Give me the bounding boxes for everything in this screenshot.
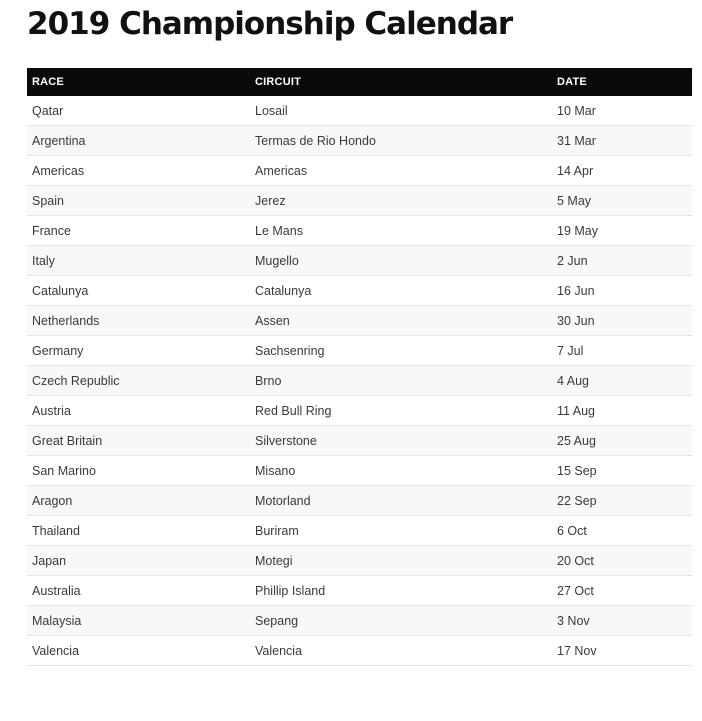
column-header-race: RACE <box>27 68 250 96</box>
race-cell: San Marino <box>27 456 250 486</box>
table-row <box>27 306 692 336</box>
race-cell: Catalunya <box>27 276 250 306</box>
circuit-cell: Valencia <box>250 636 552 666</box>
circuit-cell: Le Mans <box>250 216 552 246</box>
circuit-cell: Red Bull Ring <box>250 396 552 426</box>
date-cell: 3 Nov <box>552 606 692 636</box>
date-cell: 7 Jul <box>552 336 692 366</box>
table-row <box>27 516 692 546</box>
race-cell: Argentina <box>27 126 250 156</box>
date-cell: 17 Nov <box>552 636 692 666</box>
date-cell: 4 Aug <box>552 366 692 396</box>
date-cell: 6 Oct <box>552 516 692 546</box>
date-cell: 11 Aug <box>552 396 692 426</box>
table-row <box>27 246 692 276</box>
table-row <box>27 426 692 456</box>
circuit-cell: Losail <box>250 96 552 126</box>
date-cell: 2 Jun <box>552 246 692 276</box>
circuit-cell: Mugello <box>250 246 552 276</box>
date-cell: 20 Oct <box>552 546 692 576</box>
date-cell: 5 May <box>552 186 692 216</box>
race-cell: Aragon <box>27 486 250 516</box>
column-header-circuit: CIRCUIT <box>250 68 552 96</box>
header-row <box>27 68 692 96</box>
circuit-cell: Silverstone <box>250 426 552 456</box>
circuit-cell: Phillip Island <box>250 576 552 606</box>
circuit-cell: Misano <box>250 456 552 486</box>
date-cell: 22 Sep <box>552 486 692 516</box>
race-cell: Czech Republic <box>27 366 250 396</box>
race-cell: Qatar <box>27 96 250 126</box>
table-row <box>27 276 692 306</box>
circuit-cell: Catalunya <box>250 276 552 306</box>
table-row <box>27 126 692 156</box>
circuit-cell: Assen <box>250 306 552 336</box>
table-row <box>27 96 692 126</box>
race-cell: Spain <box>27 186 250 216</box>
race-cell: Thailand <box>27 516 250 546</box>
circuit-cell: Jerez <box>250 186 552 216</box>
date-cell: 31 Mar <box>552 126 692 156</box>
date-cell: 27 Oct <box>552 576 692 606</box>
table-row <box>27 576 692 606</box>
circuit-cell: Motorland <box>250 486 552 516</box>
race-cell: Austria <box>27 396 250 426</box>
circuit-cell: Motegi <box>250 546 552 576</box>
table-row <box>27 546 692 576</box>
table-row <box>27 456 692 486</box>
date-cell: 25 Aug <box>552 426 692 456</box>
date-cell: 30 Jun <box>552 306 692 336</box>
table-row <box>27 636 692 666</box>
calendar-table <box>27 68 692 666</box>
table-row <box>27 486 692 516</box>
date-cell: 15 Sep <box>552 456 692 486</box>
race-cell: Great Britain <box>27 426 250 456</box>
race-cell: Australia <box>27 576 250 606</box>
table-row <box>27 396 692 426</box>
circuit-cell: Buriram <box>250 516 552 546</box>
race-cell: France <box>27 216 250 246</box>
circuit-cell: Sepang <box>250 606 552 636</box>
date-cell: 14 Apr <box>552 156 692 186</box>
circuit-cell: Americas <box>250 156 552 186</box>
table-row <box>27 336 692 366</box>
race-cell: Valencia <box>27 636 250 666</box>
race-cell: Germany <box>27 336 250 366</box>
date-cell: 19 May <box>552 216 692 246</box>
table-header <box>27 68 692 96</box>
table-row <box>27 156 692 186</box>
table-body <box>27 96 692 666</box>
table-row <box>27 186 692 216</box>
column-header-date: DATE <box>552 68 692 96</box>
circuit-cell: Termas de Rio Hondo <box>250 126 552 156</box>
table-row <box>27 606 692 636</box>
table-row <box>27 216 692 246</box>
race-cell: Japan <box>27 546 250 576</box>
race-cell: Americas <box>27 156 250 186</box>
circuit-cell: Sachsenring <box>250 336 552 366</box>
table-row <box>27 366 692 396</box>
page-title: 2019 Championship Calendar <box>27 6 513 42</box>
date-cell: 16 Jun <box>552 276 692 306</box>
race-cell: Malaysia <box>27 606 250 636</box>
race-cell: Netherlands <box>27 306 250 336</box>
circuit-cell: Brno <box>250 366 552 396</box>
date-cell: 10 Mar <box>552 96 692 126</box>
race-cell: Italy <box>27 246 250 276</box>
